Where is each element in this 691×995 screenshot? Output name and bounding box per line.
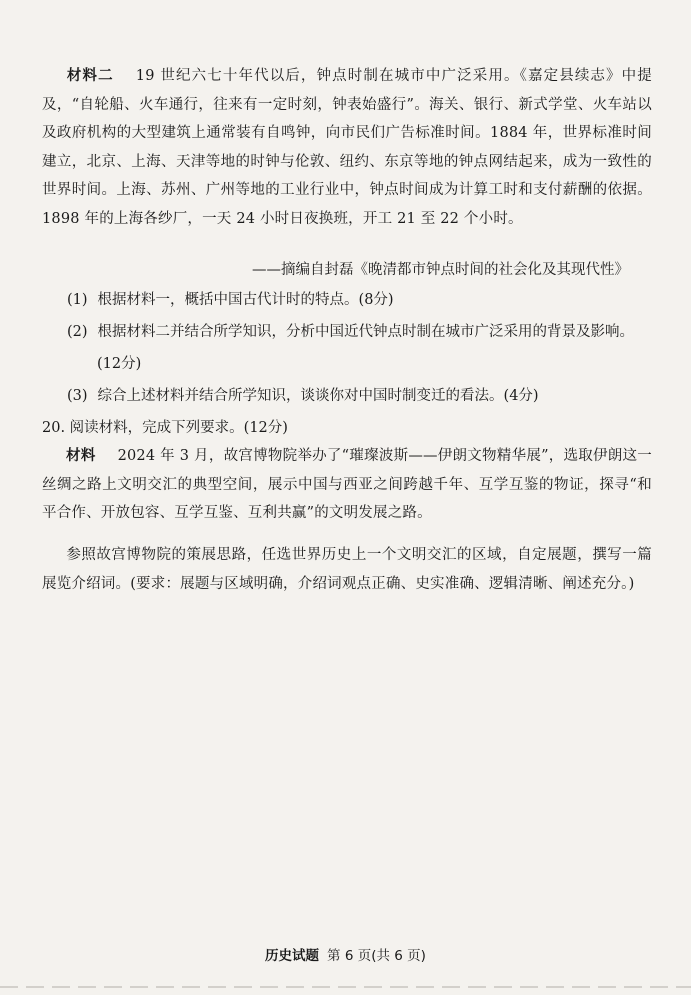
question-19-2	[67, 320, 657, 344]
footer-title: 历史试题	[265, 948, 320, 964]
q20-task-text: 参照故宫博物院的策展思路，任选世界历史上一个文明交汇的区域，自定展题，撰写一篇展览介绍词。(要求：展题与区域明确，介绍词观点正确、史实准确、逻辑清晰、阐述充分。)	[42, 547, 652, 592]
q20-material-text: 2024 年 3 月，故宫博物院举办了“璀璨波斯——伊朗文物精华展”，选取伊朗这一丝绸之路上文明交汇的典型空间，展示中国与西亚之间跨越千年、互学互鉴的物证，探寻“和平合作、开放包容、互学互鉴、互利共赢”的文明发展之路。	[42, 448, 652, 521]
q20-task-paragraph	[42, 541, 652, 598]
question-number: (3)	[67, 388, 88, 404]
question-number: (2)	[67, 324, 88, 340]
page-bottom-edge	[0, 986, 691, 988]
material2-text: 19 世纪六七十年代以后，钟点时制在城市中广泛采用。《嘉定县续志》中提及，“自轮船、火车通行，往来有一定时刻，钟表始盛行”。海关、银行、新式学堂、火车站以及政府机构的大型建筑上通常装有自鸣钟，向市民们广告标准时间。1884 年，世界标准时间建立，北京、上海、天津等地的时钟与伦敦、纽约、东京等地的钟点网结起来，成为一致性的世界时间。上海、苏州、广州等地的工业行业中，钟点时间成为计算工时和支付薪酬的依据。1898 年的上海各纱厂，一天 24 小时日夜换班，开工 21 至 22 个小时。	[42, 68, 652, 227]
question-19-1	[67, 288, 657, 312]
question-20-header: 20. 阅读材料，完成下列要求。(12分)	[42, 420, 288, 436]
question-19-2-score: (12分)	[97, 356, 142, 372]
question-text: 综合上述材料并结合所学知识，谈谈你对中国时制变迁的看法。(4分)	[97, 388, 539, 404]
footer-page-number: 第 6 页(共 6 页)	[327, 948, 426, 964]
question-text: 根据材料二并结合所学知识，分析中国近代钟点时制在城市广泛采用的背景及影响。	[97, 324, 635, 340]
question-19-3	[67, 384, 657, 408]
q20-material-paragraph	[42, 442, 652, 528]
question-text: 根据材料一，概括中国古代计时的特点。(8分)	[97, 292, 394, 308]
material2-label: 材料二	[66, 68, 114, 84]
page-footer	[0, 944, 691, 964]
question-number: (1)	[67, 292, 88, 308]
material2-source: ——摘编自封磊《晚清都市钟点时间的社会化及其现代性》	[252, 262, 629, 278]
q20-material-label: 材料	[66, 448, 96, 464]
material2-paragraph	[42, 62, 652, 233]
